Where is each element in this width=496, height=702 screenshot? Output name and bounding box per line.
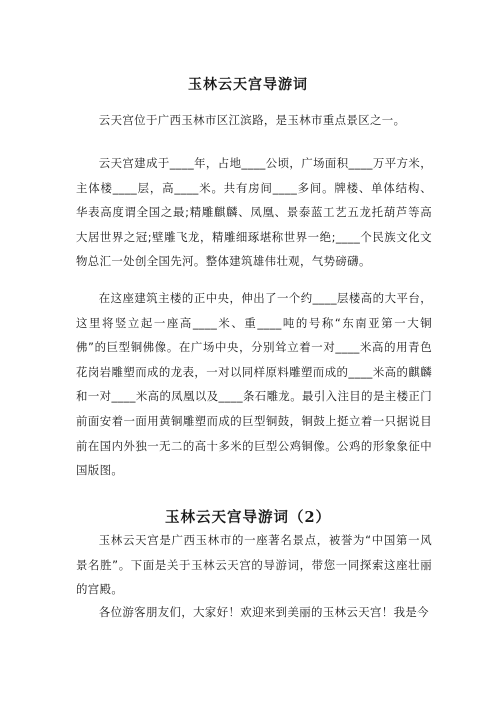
paragraph-section2-greeting: 各位游客朋友们，大家好！欢迎来到美丽的玉林云天宫！我是今 bbox=[98, 605, 429, 619]
paragraph-construction: 云天宫建成于____年，占地____公顷，广场面积____万平方米，主体楼____层，高____米。共有房间____多间。牌楼、单体结构、华表高度谓全国之最;精雕麒麟、凤凰、景泰蓝工艺五龙托葫芦等高大居世界之冠;壁雕飞龙，精雕细琢堪称世界一绝;____个民族文化文物总汇一处创全国先河。整体建筑雄伟壮观，气势磅礴。 bbox=[76, 156, 432, 269]
document-title: 玉林云天宫导游词 bbox=[188, 77, 308, 93]
paragraph-buddha-statue: 在这座建筑主楼的正中央，伸出了一个约____层楼高的大平台，这里将竖立起一座高____米、重____吨的号称“东南亚第一大铜佛”的巨型铜佛像。在广场中央，分别耸立着一对____米高的用青色花岗岩雕塑而成的龙表，一对以同样原料雕塑而成的____米高的麒麟和一对____米高的凤凰以及____条石雕龙。最引入注目的是主楼正门前面安着一面用黄铜雕塑而成的巨型铜鼓，铜鼓上挺立着一只据说目前在国内外独一无二的高十多米的巨型公鸡铜像。公鸡的形象象征中国版图。 bbox=[76, 291, 432, 478]
section-2-title: 玉林云天宫导游词（2） bbox=[164, 509, 332, 526]
paragraph-section2-intro: 玉林云天宫是广西玉林市的一座著名景点，被誉为“中国第一风景名胜”。下面是关于玉林云天宫的导游词，带您一同探索这座壮丽的宫殿。 bbox=[76, 533, 432, 597]
paragraph-location: 云天宫位于广西玉林市区江滨路，是玉林市重点景区之一。 bbox=[98, 113, 406, 127]
